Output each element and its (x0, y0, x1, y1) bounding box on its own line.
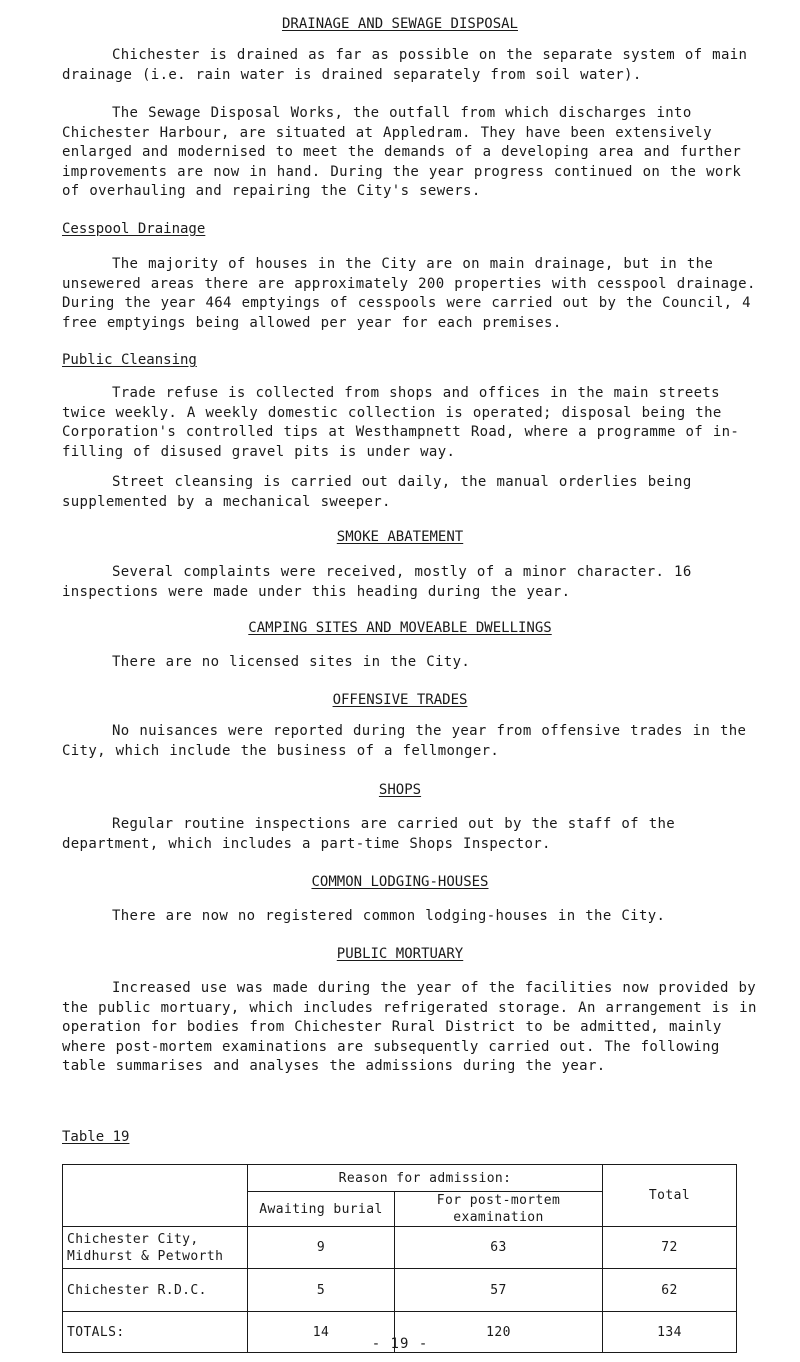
table-row (63, 1227, 737, 1269)
row-postmortem: 120 (395, 1312, 603, 1353)
shops-paragraph: Regular routine inspections are carried out by the staff of the department, which includes a part-time Shops Inspector. (62, 816, 676, 852)
camping-heading: CAMPING SITES AND MOVEABLE DWELLINGS (248, 620, 552, 636)
row-burial: 14 (248, 1312, 395, 1353)
cleansing-paragraph-1: Trade refuse is collected from shops and offices in the main streets twice weekly. A weekly domestic collection is operated; disposal being the Corporation's controlled tips at Westhampnett Road, where a programme of in-filling of disused gravel pits is under way. (62, 385, 740, 460)
row-total: 62 (603, 1269, 737, 1312)
postmortem-header: For post-mortem examination (395, 1192, 603, 1227)
row-burial: 5 (248, 1269, 395, 1312)
page-title: DRAINAGE AND SEWAGE DISPOSAL (281, 16, 518, 32)
mortuary-heading: PUBLIC MORTUARY (336, 946, 464, 962)
intro-paragraph-1: Chichester is drained as far as possible on the separate system of main drainage (i.e. rain water is drained separately from soil water). (62, 47, 748, 83)
table-corner-cell (63, 1165, 248, 1227)
smoke-paragraph: Several complaints were received, mostly of a minor character. 16 inspections were made under this heading during the year. (62, 564, 692, 600)
row-postmortem: 63 (395, 1227, 603, 1269)
burial-header: Awaiting burial (248, 1192, 395, 1227)
table-label: Table 19 (62, 1129, 130, 1145)
row-total: 72 (603, 1227, 737, 1269)
smoke-heading: SMOKE ABATEMENT (336, 529, 464, 545)
shops-heading: SHOPS (378, 782, 422, 798)
reason-header: Reason for admission: (248, 1165, 603, 1192)
cesspool-paragraph: The majority of houses in the City are on main drainage, but in the unsewered areas there are approximately 200 properties with cesspool drainage. During the year 464 emptyings of cesspools were carried out by the Council, 4 free emptyings being allowed per year for each premises. (62, 256, 756, 331)
cleansing-paragraph-2: Street cleansing is carried out daily, the manual orderlies being supplemented by a mechanical sweeper. (62, 474, 692, 510)
cleansing-heading: Public Cleansing (62, 352, 197, 368)
offensive-heading: OFFENSIVE TRADES (332, 692, 468, 708)
lodging-heading: COMMON LODGING-HOUSES (311, 874, 489, 890)
cesspool-heading: Cesspool Drainage (62, 221, 206, 237)
lodging-paragraph: There are now no registered common lodging-houses in the City. (112, 908, 666, 924)
row-name: Chichester R.D.C. (63, 1269, 248, 1312)
row-total: 134 (603, 1312, 737, 1353)
total-header: Total (603, 1165, 737, 1227)
admissions-table (62, 1164, 737, 1353)
row-name: Chichester City, Midhurst & Petworth (63, 1227, 248, 1269)
row-burial: 9 (248, 1227, 395, 1269)
table-row (63, 1269, 737, 1312)
camping-paragraph: There are no licensed sites in the City. (112, 654, 471, 670)
offensive-paragraph: No nuisances were reported during the year from offensive trades in the City, which include the business of a fellmonger. (62, 723, 747, 759)
page-number: - 19 - (371, 1336, 429, 1352)
intro-paragraph-2: The Sewage Disposal Works, the outfall from which discharges into Chichester Harbour, are situated at Appledram. They have been extensively enlarged and modernised to meet the demands of a developing area and further improvements are now in hand. During the year progress continued on the work of overhauling and repairing the City's sewers. (62, 105, 742, 199)
mortuary-paragraph: Increased use was made during the year of the facilities now provided by the public mortuary, which includes refrigerated storage. An arrangement is in operation for bodies from Chichester Rural District to be admitted, mainly where post-mortem examinations are subsequently carried out. The following table summarises and analyses the admissions during the year. (62, 980, 757, 1074)
row-name: TOTALS: (63, 1312, 248, 1353)
row-postmortem: 57 (395, 1269, 603, 1312)
